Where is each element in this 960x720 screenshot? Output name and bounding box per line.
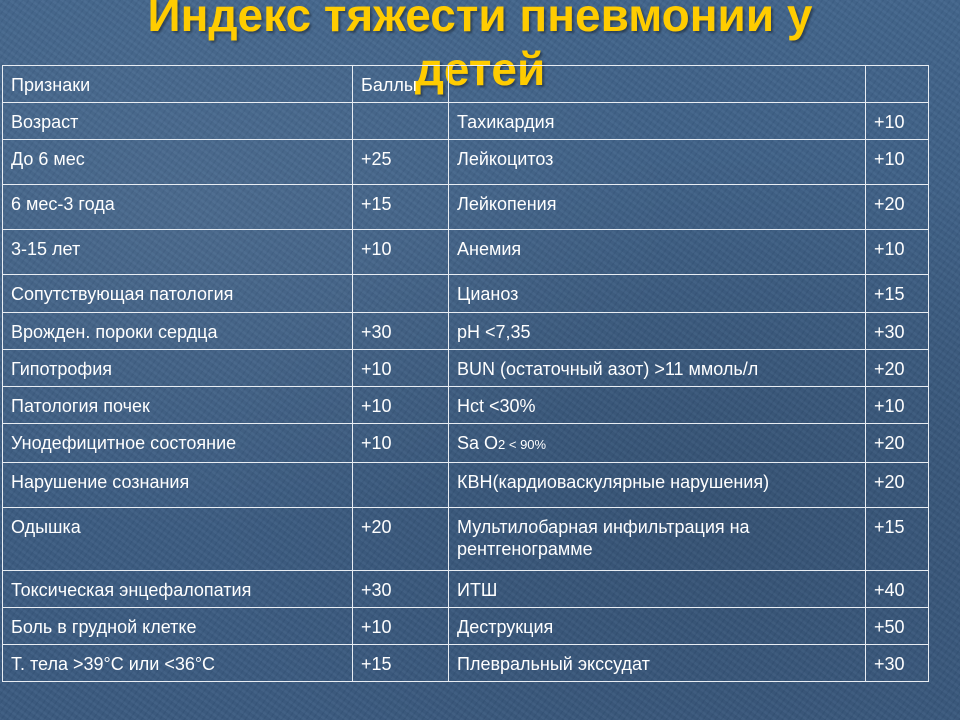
sign-cell: Сопутствующая патология	[3, 275, 353, 313]
points-cell: +15	[866, 275, 929, 313]
points-cell: +10	[353, 387, 449, 424]
sign-cell: 3-15 лет	[3, 230, 353, 275]
sign-cell: Лейкопения	[449, 185, 866, 230]
points-cell: +25	[353, 140, 449, 185]
slide-title-line-2: детей	[414, 43, 546, 95]
points-cell: +20	[866, 424, 929, 463]
points-cell: +20	[353, 508, 449, 571]
table-row	[3, 185, 929, 230]
sign-cell: BUN (остаточный азот) >11 ммоль/л	[449, 350, 866, 387]
table-row	[3, 103, 929, 140]
points-cell: +10	[866, 230, 929, 275]
points-cell: +10	[866, 387, 929, 424]
sign-cell: Анемия	[449, 230, 866, 275]
points-cell: +40	[866, 571, 929, 608]
sign-cell: Т. тела >39°С или <36°С	[3, 645, 353, 682]
points-cell: +20	[866, 463, 929, 508]
points-cell: +10	[866, 103, 929, 140]
sign-cell: Одышка	[3, 508, 353, 571]
header-cell-empty	[866, 66, 929, 103]
table-row	[3, 571, 929, 608]
table-row	[3, 230, 929, 275]
sign-cell: Боль в грудной клетке	[3, 608, 353, 645]
sign-cell: pH <7,35	[449, 313, 866, 350]
points-cell: +10	[353, 608, 449, 645]
sao2-subscript: 2	[498, 437, 506, 452]
table-row	[3, 350, 929, 387]
sign-cell: КВН(кардиоваскулярные нарушения)	[449, 463, 866, 508]
table-row	[3, 387, 929, 424]
points-cell: +30	[866, 645, 929, 682]
points-cell: +10	[353, 424, 449, 463]
table-row	[3, 608, 929, 645]
sign-cell: ИТШ	[449, 571, 866, 608]
points-cell: +10	[353, 350, 449, 387]
table-row	[3, 313, 929, 350]
sign-cell: Унодефицитное состояние	[3, 424, 353, 463]
sign-cell: Возраст	[3, 103, 353, 140]
pneumonia-severity-table	[2, 65, 929, 682]
points-cell: +15	[866, 508, 929, 571]
sao2-threshold: < 90%	[505, 437, 547, 452]
sign-cell: Мультилобарная инфильтрация на рентгенограмме	[449, 508, 866, 571]
points-cell: +30	[353, 571, 449, 608]
points-cell: +20	[866, 185, 929, 230]
points-cell: +20	[866, 350, 929, 387]
table-row	[3, 463, 929, 508]
points-cell: +15	[353, 185, 449, 230]
points-cell: +30	[353, 313, 449, 350]
sign-cell: 6 мес-3 года	[3, 185, 353, 230]
sign-cell: Плевральный экссудат	[449, 645, 866, 682]
table-row	[3, 140, 929, 185]
sign-cell: Тахикардия	[449, 103, 866, 140]
sign-cell: До 6 мес	[3, 140, 353, 185]
header-cell-points: Баллы	[353, 66, 449, 103]
table-row	[3, 424, 929, 463]
sign-cell: Лейкоцитоз	[449, 140, 866, 185]
points-cell: +10	[353, 230, 449, 275]
sao2-label: Sa O	[457, 433, 499, 453]
header-cell-empty	[449, 66, 866, 103]
sign-cell: Деструкция	[449, 608, 866, 645]
points-cell	[353, 103, 449, 140]
table-header-row	[3, 66, 929, 103]
sign-cell-sao2	[449, 424, 866, 463]
table-row	[3, 645, 929, 682]
points-cell: +50	[866, 608, 929, 645]
points-cell	[353, 275, 449, 313]
table-row	[3, 275, 929, 313]
sign-cell: Нарушение сознания	[3, 463, 353, 508]
table-row	[3, 508, 929, 571]
sign-cell: Hct <30%	[449, 387, 866, 424]
sign-cell: Патология почек	[3, 387, 353, 424]
sign-cell: Цианоз	[449, 275, 866, 313]
header-cell-signs: Признаки	[3, 66, 353, 103]
sign-cell: Токсическая энцефалопатия	[3, 571, 353, 608]
points-cell: +15	[353, 645, 449, 682]
points-cell	[353, 463, 449, 508]
sign-cell: Гипотрофия	[3, 350, 353, 387]
points-cell: +30	[866, 313, 929, 350]
sign-cell: Врожден. пороки сердца	[3, 313, 353, 350]
slide-title-line-1: Индекс тяжести пневмонии у	[147, 0, 813, 41]
points-cell: +10	[866, 140, 929, 185]
